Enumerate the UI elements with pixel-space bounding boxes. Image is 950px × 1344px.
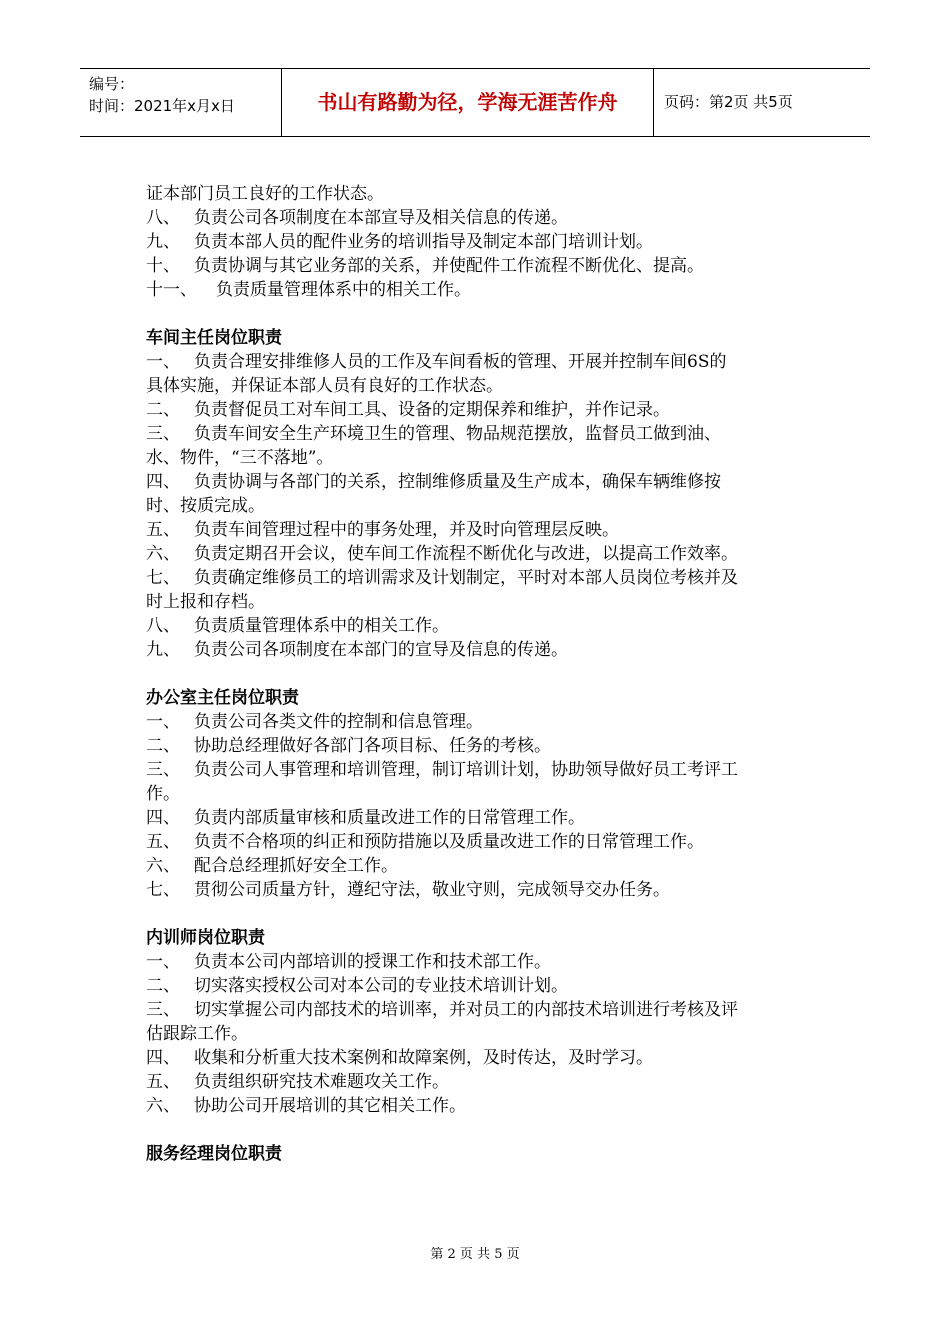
item-text: 水、物件，“三不落地”。 <box>146 448 334 468</box>
list-item <box>146 710 816 734</box>
list-item <box>146 854 816 878</box>
list-item <box>146 254 816 278</box>
list-item-continuation <box>146 494 816 518</box>
section-title: 车间主任岗位职责 <box>146 328 282 348</box>
item-text: 贯彻公司质量方针，遵纪守法，敬业守则，完成领导交办任务。 <box>194 880 670 900</box>
item-number: 二、 <box>146 976 180 996</box>
item-text: 时、按质完成。 <box>146 496 265 516</box>
item-text: 负责质量管理体系中的相关工作。 <box>194 616 449 636</box>
section-service-manager <box>146 1142 816 1166</box>
list-item-continuation <box>146 590 816 614</box>
section-workshop-director <box>146 326 816 662</box>
item-number: 四、 <box>146 472 180 492</box>
item-number: 六、 <box>146 856 180 876</box>
item-text: 估跟踪工作。 <box>146 1024 248 1044</box>
list-item-continuation <box>146 374 816 398</box>
item-number: 三、 <box>146 760 180 780</box>
item-text: 负责公司各项制度在本部门的宣导及信息的传递。 <box>194 640 568 660</box>
item-text: 负责本部人员的配件业务的培训指导及制定本部门培训计划。 <box>194 232 653 252</box>
item-number: 一、 <box>146 952 180 972</box>
header-page-info: 页码：第2页 共5页 <box>664 93 793 111</box>
item-text: 协助总经理做好各部门各项目标、任务的考核。 <box>194 736 551 756</box>
item-number: 五、 <box>146 520 180 540</box>
item-number: 六、 <box>146 1096 180 1116</box>
header-number-label: 编号： <box>89 75 135 93</box>
item-number: 八、 <box>146 208 180 228</box>
list-item <box>146 614 816 638</box>
item-number: 七、 <box>146 880 180 900</box>
section-title: 办公室主任岗位职责 <box>146 688 299 708</box>
list-item <box>146 470 816 494</box>
list-item <box>146 1046 816 1070</box>
item-text: 负责车间管理过程中的事务处理，并及时向管理层反映。 <box>194 520 619 540</box>
list-item-continuation <box>146 782 816 806</box>
item-text: 负责协调与各部门的关系，控制维修质量及生产成本，确保车辆维修按 <box>194 472 721 492</box>
header-motto: 书山有路勤为径，学海无涯苦作舟 <box>317 90 618 114</box>
item-text: 收集和分析重大技术案例和故障案例，及时传达，及时学习。 <box>194 1048 653 1068</box>
section-title: 内训师岗位职责 <box>146 928 265 948</box>
list-item <box>146 278 816 302</box>
list-item <box>146 542 816 566</box>
list-item <box>146 974 816 998</box>
item-text: 负责组织研究技术难题攻关工作。 <box>194 1072 449 1092</box>
list-item <box>146 230 816 254</box>
section-title: 服务经理岗位职责 <box>146 1144 282 1164</box>
list-item <box>146 998 816 1022</box>
list-item <box>146 206 816 230</box>
item-text: 具体实施，并保证本部人员有良好的工作状态。 <box>146 376 503 396</box>
item-text: 负责公司人事管理和培训管理，制订培训计划，协助领导做好员工考评工 <box>194 760 738 780</box>
list-item <box>146 1070 816 1094</box>
item-text: 负责质量管理体系中的相关工作。 <box>216 280 471 300</box>
item-text: 负责本公司内部培训的授课工作和技术部工作。 <box>194 952 551 972</box>
list-item <box>146 806 816 830</box>
item-number: 九、 <box>146 640 180 660</box>
item-text: 负责公司各类文件的控制和信息管理。 <box>194 712 483 732</box>
list-item <box>146 182 816 206</box>
item-number: 二、 <box>146 400 180 420</box>
item-number: 五、 <box>146 1072 180 1092</box>
item-number: 九、 <box>146 232 180 252</box>
item-text: 负责内部质量审核和质量改进工作的日常管理工作。 <box>194 808 585 828</box>
item-text: 负责确定维修员工的培训需求及计划制定，平时对本部人员岗位考核并及 <box>194 568 738 588</box>
item-number: 十一、 <box>146 280 197 300</box>
list-item <box>146 758 816 782</box>
item-number: 五、 <box>146 832 180 852</box>
document-body <box>146 182 816 1166</box>
item-text: 切实落实授权公司对本公司的专业技术培训计划。 <box>194 976 568 996</box>
item-text: 负责合理安排维修人员的工作及车间看板的管理、开展并控制车间6S的 <box>194 352 727 372</box>
item-number: 一、 <box>146 712 180 732</box>
item-text: 负责公司各项制度在本部宣导及相关信息的传递。 <box>194 208 568 228</box>
item-text: 负责协调与其它业务部的关系，并使配件工作流程不断优化、提高。 <box>194 256 704 276</box>
item-text: 协助公司开展培训的其它相关工作。 <box>194 1096 466 1116</box>
section-office-director <box>146 686 816 902</box>
item-text: 负责不合格项的纠正和预防措施以及质量改进工作的日常管理工作。 <box>194 832 704 852</box>
header-meta-cell <box>80 69 282 136</box>
list-item-continuation <box>146 446 816 470</box>
list-item <box>146 638 816 662</box>
list-item <box>146 518 816 542</box>
list-item <box>146 830 816 854</box>
list-item <box>146 1094 816 1118</box>
item-number: 一、 <box>146 352 180 372</box>
list-item-continuation <box>146 1022 816 1046</box>
item-number: 三、 <box>146 424 180 444</box>
header-motto-cell <box>282 69 654 136</box>
item-number: 四、 <box>146 1048 180 1068</box>
list-item <box>146 350 816 374</box>
item-text: 配合总经理抓好安全工作。 <box>194 856 398 876</box>
list-item <box>146 950 816 974</box>
item-number: 十、 <box>146 256 180 276</box>
page-footer: 第 2 页 共 5 页 <box>430 1247 520 1262</box>
item-text: 时上报和存档。 <box>146 592 265 612</box>
item-text: 负责督促员工对车间工具、设备的定期保养和维护，并作记录。 <box>194 400 670 420</box>
item-number: 七、 <box>146 568 180 588</box>
list-item <box>146 878 816 902</box>
item-text: 作。 <box>146 784 180 804</box>
item-number: 四、 <box>146 808 180 828</box>
list-item <box>146 734 816 758</box>
header-time-label: 时间：2021年x月x日 <box>89 97 235 115</box>
item-number: 八、 <box>146 616 180 636</box>
list-item <box>146 566 816 590</box>
item-text: 负责定期召开会议，使车间工作流程不断优化与改进，以提高工作效率。 <box>194 544 738 564</box>
item-text: 切实掌握公司内部技术的培训率，并对员工的内部技术培训进行考核及评 <box>194 1000 738 1020</box>
item-number: 六、 <box>146 544 180 564</box>
list-item <box>146 422 816 446</box>
item-text: 负责车间安全生产环境卫生的管理、物品规范摆放，监督员工做到油、 <box>194 424 721 444</box>
header-page-cell <box>654 69 870 136</box>
item-number: 三、 <box>146 1000 180 1020</box>
list-item <box>146 398 816 422</box>
section-continuation <box>146 182 816 302</box>
item-number: 二、 <box>146 736 180 756</box>
page-header <box>80 68 870 137</box>
section-internal-trainer <box>146 926 816 1118</box>
item-text: 证本部门员工良好的工作状态。 <box>146 184 384 204</box>
